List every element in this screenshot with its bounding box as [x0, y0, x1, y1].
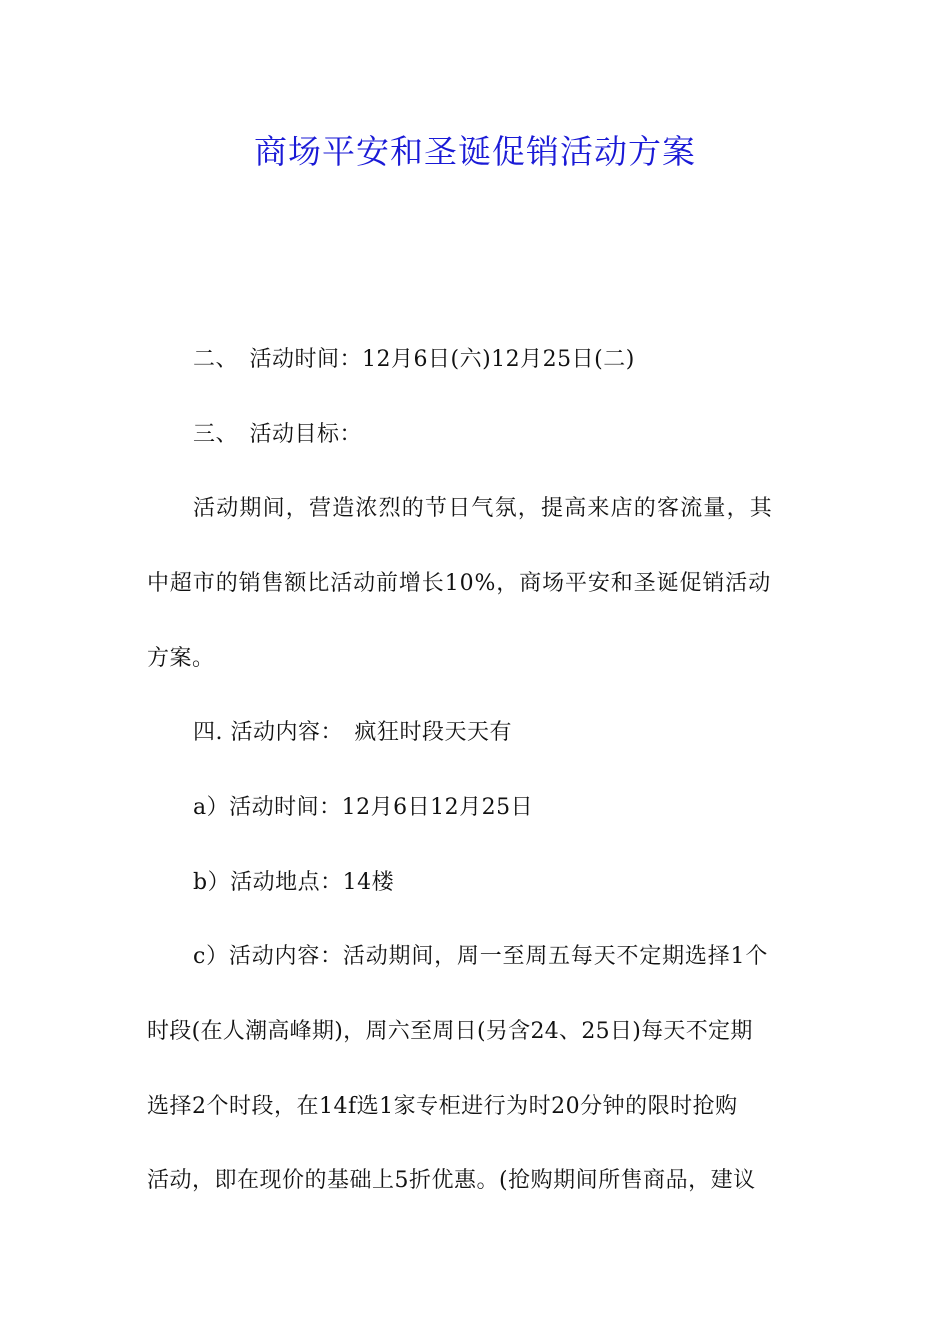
document-title: 商场平安和圣诞促销活动方案: [254, 132, 696, 171]
paragraph-line: c）活动内容：活动期间，周一至周五每天不定期选择1个: [193, 944, 769, 969]
paragraph-line: 三、 活动目标：: [193, 422, 363, 447]
paragraph-line: 四. 活动内容： 疯狂时段天天有: [193, 720, 512, 745]
paragraph-line: 方案。: [147, 646, 215, 671]
paragraph-line: 中超市的销售额比活动前增长10%，商场平安和圣诞促销活动: [147, 571, 772, 596]
paragraph-line: 活动期间，营造浓烈的节日气氛，提高来店的客流量，其: [193, 496, 774, 521]
paragraph-line: 选择2个时段，在14f选1家专柜进行为时20分钟的限时抢购: [147, 1094, 738, 1119]
paragraph-line: 时段(在人潮高峰期)，周六至周日(另含24、25日)每天不定期: [147, 1019, 753, 1044]
paragraph-line: 二、 活动时间：12月6日(六)12月25日(二): [193, 347, 635, 372]
paragraph-line: b）活动地点：14楼: [193, 870, 395, 895]
paragraph-line: 活动，即在现价的基础上5折优惠。(抢购期间所售商品，建议: [147, 1168, 756, 1193]
paragraph-line: a）活动时间：12月6日12月25日: [193, 795, 534, 820]
